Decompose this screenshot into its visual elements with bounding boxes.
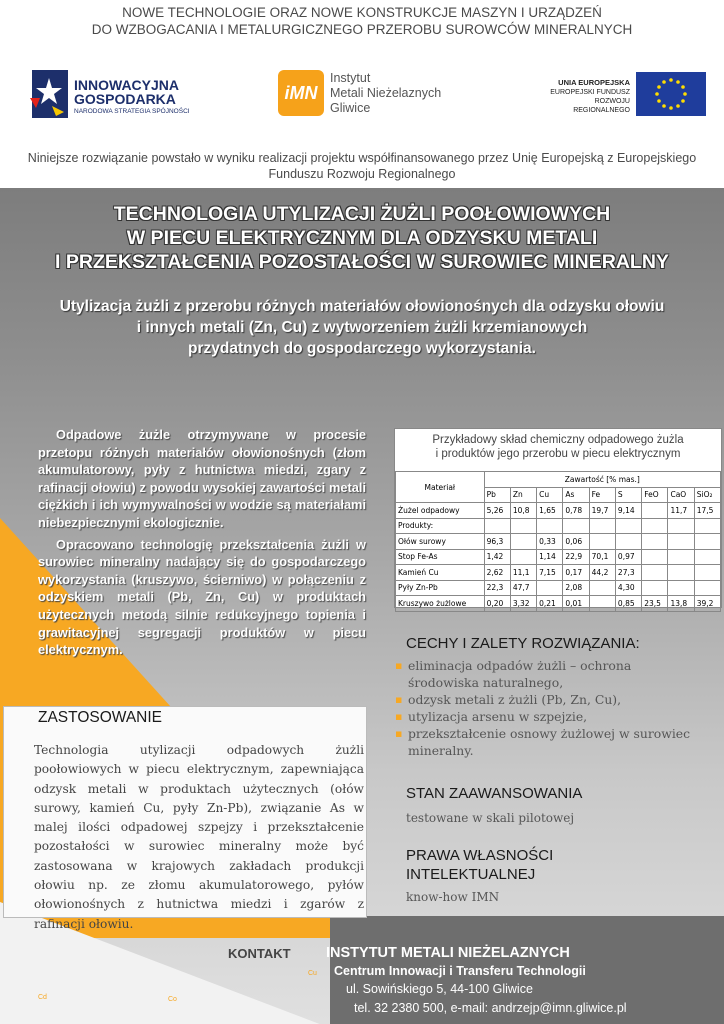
notice-line-1: Niniejsze rozwiązanie powstało w wyniku realizacji projektu współfinansowanego przez Unię Europejską z Europejskiego (27, 151, 697, 165)
table-cell (615, 534, 641, 550)
table-row-label: Pyły Zn-Pb (396, 580, 485, 596)
imn-mark: iMN (278, 70, 324, 116)
table-cell (484, 518, 510, 534)
table-cell (694, 549, 720, 565)
table-cell: 0,33 (537, 534, 563, 550)
main-panel (0, 188, 724, 1024)
table-cell: 2,62 (484, 565, 510, 581)
table-cell: 47,7 (510, 580, 536, 596)
subtitle-line-3: przydatnych do gospodarczego wykorzystania. (188, 340, 536, 357)
feature-item: mineralny. (408, 743, 474, 758)
imn-logo (278, 70, 478, 122)
table-cell (694, 518, 720, 534)
ig-title-1: INNOWACYJNA (74, 77, 180, 93)
eu-line-1: UNIA EUROPEJSKA (558, 78, 630, 87)
table-cell (589, 580, 615, 596)
subtitle-line-2: i innych metali (Zn, Cu) z wytworzeniem żużli krzemianowych (136, 319, 588, 336)
table-cell: 9,14 (615, 503, 641, 519)
table-cell: 5,26 (484, 503, 510, 519)
ig-subtitle: NARODOWA STRATEGIA SPÓJNOŚCI (74, 108, 190, 115)
table-cell (642, 518, 668, 534)
features-section (394, 634, 724, 759)
table-cell (510, 549, 536, 565)
table-cell: 0,17 (563, 565, 589, 581)
table-row (396, 534, 721, 550)
table-cell (589, 534, 615, 550)
table-cell: 96,3 (484, 534, 510, 550)
table-element-header: Cu (537, 487, 563, 503)
title-line-1: TECHNOLOGIA UTYLIZACJI ŻUŻLI POOŁOWIOWYCH (113, 203, 611, 225)
table-row-label: Produkty: (396, 518, 485, 534)
table-cell: 0,06 (563, 534, 589, 550)
table-cell: 11,1 (510, 565, 536, 581)
eu-line-2: EUROPEJSKI FUNDUSZ (550, 89, 630, 96)
notice-line-2: Funduszu Rozwoju Regionalnego (268, 167, 456, 181)
table-caption-line-2: i produktów jego przerobu w piecu elektrycznym (435, 448, 681, 460)
imn-line-3: Gliwice (330, 101, 371, 115)
status-value: testowane w skali pilotowej (406, 811, 575, 825)
contact-org: INSTYTUT METALI NIEŻELAZNYCH (326, 945, 570, 961)
imn-line-2: Metali Nieżelaznych (330, 86, 442, 100)
feature-item: ▪ eliminacja odpadów żużli – ochrona (394, 657, 724, 674)
table-cell (642, 534, 668, 550)
table-row (396, 518, 721, 534)
features-list (394, 657, 724, 759)
header-line-1: NOWE TECHNOLOGIE ORAZ NOWE KONSTRUKCJE MASZYN I URZĄDZEŃ (122, 5, 602, 20)
table-cell: 0,85 (615, 596, 641, 612)
application-heading: ZASTOSOWANIE (38, 709, 163, 726)
table-cell: 23,5 (642, 596, 668, 612)
table-element-header: Zn (510, 487, 536, 503)
description-paragraph-2: Opracowano technologię przekształcenia żużli w surowiec mineralny nadający się do gospodarczego wykorzystania (kruszywo, ścierniwo) w połączeniu z odzyskiem metali (Pb, Zn, Cu) w produktach użytecznych metodą silnie redukcyjnego topienia i grawitacyjnej segregacji produktów w piecu elektrycznym. (38, 536, 366, 658)
table-cell (668, 580, 694, 596)
table-cell: 1,14 (537, 549, 563, 565)
description (38, 426, 366, 663)
contact-block (326, 944, 724, 1018)
ip-heading-2: INTELEKTUALNEJ (406, 866, 536, 883)
table-row (396, 596, 721, 612)
description-paragraph-1: Odpadowe żużle otrzymywane w procesie przetopu różnych materiałów ołowionośnych (złom akumulatorowy, pyły z hutnictwa miedzi, zgary z rafinacji ołowiu) z powodu wysokiej zawartości metali ciężkich i ich wymywalności w wodzie są materiałami niebezpiecznymi ekologicznie. (38, 427, 366, 530)
table-cell: 1,42 (484, 549, 510, 565)
table-cell: 13,8 (668, 596, 694, 612)
table-body (396, 503, 721, 612)
contact-address: ul. Sowińskiego 5, 44-100 Gliwice (346, 982, 533, 996)
table-row-label: Kamień Cu (396, 565, 485, 581)
table-cell (694, 565, 720, 581)
element-label: Cu (308, 970, 317, 977)
table-cell: 22,3 (484, 580, 510, 596)
table-row-label: Stop Fe-As (396, 549, 485, 565)
table-cell: 0,20 (484, 596, 510, 612)
table-element-header: FeO (642, 487, 668, 503)
ip-heading-1: PRAWA WŁASNOŚCI (406, 847, 554, 864)
table-element-header: CaO (668, 487, 694, 503)
table-cell: 27,3 (615, 565, 641, 581)
subtitle-line-1: Utylizacja żużli z przerobu różnych materiałów ołowionośnych dla odzysku ołowiu (59, 298, 665, 315)
table-cell (642, 549, 668, 565)
ip-value: know-how IMN (406, 890, 500, 904)
table-cell: 4,30 (615, 580, 641, 596)
page-title (0, 202, 724, 274)
page-subtitle (20, 296, 704, 359)
table-row (396, 580, 721, 596)
table-element-header: SiO₂ (694, 487, 720, 503)
table-cell (668, 565, 694, 581)
table-cell (694, 534, 720, 550)
table-cell (589, 596, 615, 612)
header-top (0, 4, 724, 38)
table-header-material: Materiał (396, 472, 485, 503)
table-element-header: S (615, 487, 641, 503)
table-caption-line-1: Przykładowy skład chemiczny odpadowego żużla (432, 434, 684, 446)
feature-item: ▪ utylizacja arsenu w szpejzie, (394, 708, 724, 725)
title-line-2: W PIECU ELEKTRYCZNYM DLA ODZYSKU METALI (126, 227, 598, 249)
features-heading: CECHY I ZALETY ROZWIĄZANIA: (406, 635, 640, 652)
table-cell: 11,7 (668, 503, 694, 519)
imn-line-1: Instytut (330, 71, 371, 85)
table-cell (642, 580, 668, 596)
table-cell: 17,5 (694, 503, 720, 519)
table-cell (510, 534, 536, 550)
application-box (3, 706, 367, 931)
table-cell: 70,1 (589, 549, 615, 565)
table-cell (589, 518, 615, 534)
table-cell (668, 518, 694, 534)
table-cell: 3,32 (510, 596, 536, 612)
table-cell: 0,01 (563, 596, 589, 612)
eu-text (536, 78, 630, 115)
table-row (396, 503, 721, 519)
eu-flag-icon (636, 72, 706, 116)
feature-item: ▪ przekształcenie osnowy żużlowej w surowiec (394, 725, 724, 742)
table-cell: 7,15 (537, 565, 563, 581)
table-cell: 22,9 (563, 549, 589, 565)
eu-logo (536, 72, 716, 118)
ig-star-icon (28, 68, 70, 120)
contact-unit: Centrum Innowacji i Transferu Technologii (334, 964, 586, 978)
element-label: Co (168, 996, 177, 1003)
table-cell: 19,7 (589, 503, 615, 519)
application-text: Technologia utylizacji odpadowych żużli poołowiowych w piecu elektrycznym, zapewniająca odzysk metali w produktach użytecznych (ołów surowy, kamień Cu, pyły Zn-Pb), związanie As w malej ilości odpadowej szpejzy i przekształcenie pozostałości w surowiec mineralny może być zastosowana w krajowych zakładach produkcji ołowiu np. ze złomu akumulatorowego, pyłów ołowionośnych z hutnictwa miedzi i zgarów z rafinacji ołowiu. (34, 743, 364, 931)
table-element-header: Fe (589, 487, 615, 503)
table-cell: 44,2 (589, 565, 615, 581)
table-caption (395, 429, 721, 471)
table-cell: 2,08 (563, 580, 589, 596)
table-cell (642, 503, 668, 519)
ip-section (406, 846, 716, 904)
table-cell (694, 580, 720, 596)
title-line-3: I PRZEKSZTAŁCENIA POZOSTAŁOŚCI W SUROWIEC MINERALNY (55, 251, 669, 273)
table-cell: 0,78 (563, 503, 589, 519)
innowacyjna-gospodarka-logo (28, 68, 198, 124)
status-section (406, 784, 716, 825)
table-row (396, 549, 721, 565)
composition-table (395, 471, 721, 612)
table-cell (642, 565, 668, 581)
element-label: Cd (38, 994, 47, 1001)
feature-item: środowiska naturalnego, (408, 675, 564, 690)
table-cell: 0,97 (615, 549, 641, 565)
table-cell (510, 518, 536, 534)
header-line-2: DO WZBOGACANIA I METALURGICZNEGO PRZEROBU SUROWCÓW MINERALNYCH (91, 22, 633, 37)
funding-notice (0, 150, 724, 182)
table-cell: 39,2 (694, 596, 720, 612)
table-row-label: Kruszywo żużlowe (396, 596, 485, 612)
table-cell (537, 518, 563, 534)
table-element-header: As (563, 487, 589, 503)
table-cell (537, 580, 563, 596)
table-cell: 0,21 (537, 596, 563, 612)
table-cell (668, 534, 694, 550)
ig-title-2: GOSPODARKA (74, 91, 176, 107)
contact-label: KONTAKT (228, 946, 291, 961)
table-row (396, 565, 721, 581)
table-row-label: Żużel odpadowy (396, 503, 485, 519)
eu-line-3: ROZWOJU REGIONALNEGO (573, 98, 630, 114)
contact-phone-email: tel. 32 2380 500, e-mail: andrzejp@imn.gliwice.pl (354, 1001, 627, 1015)
logos-bar (0, 58, 724, 128)
status-heading: STAN ZAAWANSOWANIA (406, 785, 583, 802)
table-cell: 10,8 (510, 503, 536, 519)
feature-item: ▪ odzysk metali z żużli (Pb, Zn, Cu), (394, 691, 724, 708)
composition-table-box (394, 428, 722, 608)
table-cell: 1,65 (537, 503, 563, 519)
table-header-content: Zawartość [% mas.] (484, 472, 720, 488)
table-cell (563, 518, 589, 534)
table-element-header: Pb (484, 487, 510, 503)
table-row-label: Ołów surowy (396, 534, 485, 550)
table-cell (668, 549, 694, 565)
table-cell (615, 518, 641, 534)
